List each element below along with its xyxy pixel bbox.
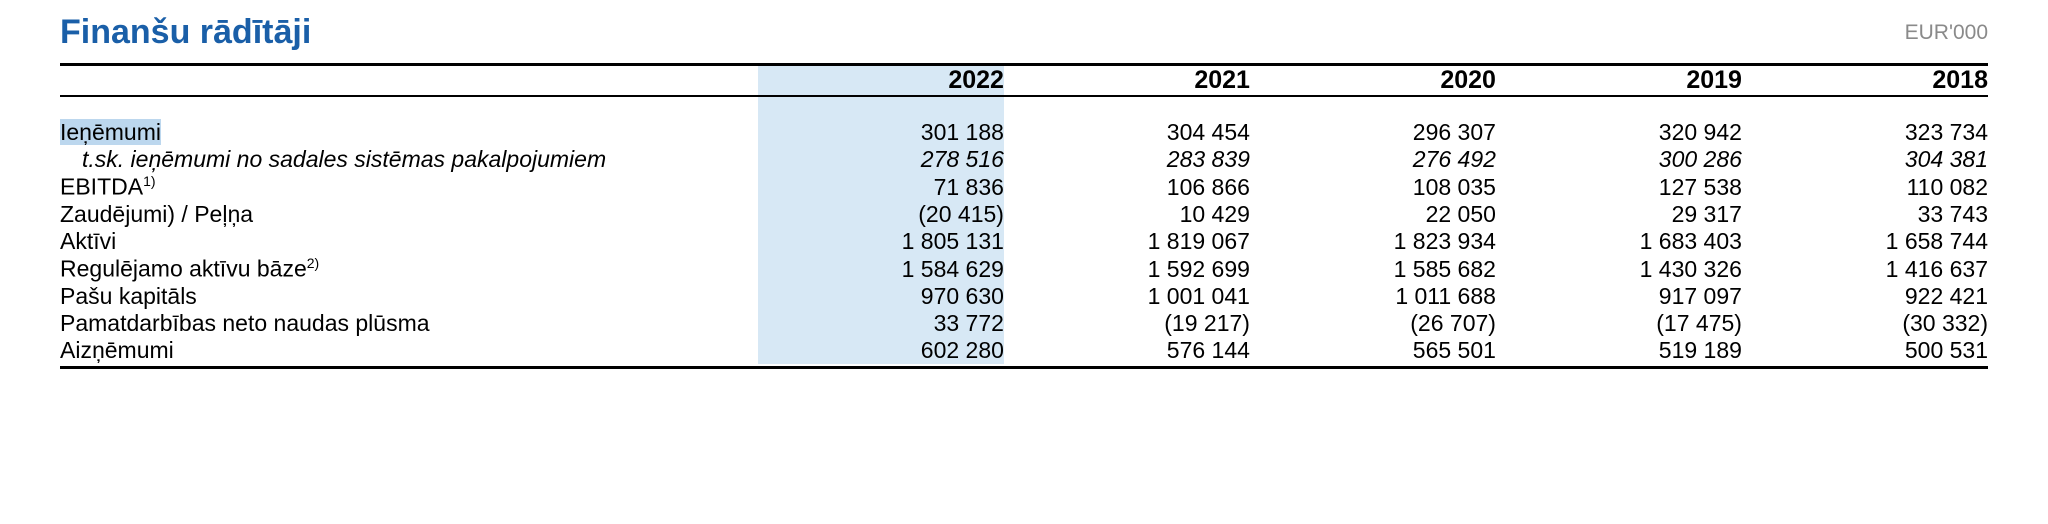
cell-aktivi-2020: 1 823 934 [1393,228,1496,255]
cell-ebitda-2021: 106 866 [1166,174,1250,201]
table-row [60,119,1988,146]
table-row [60,228,1988,255]
cell-sadales-2020: 276 492 [1412,146,1496,173]
row-label-text: Regulējamo aktīvu bāze [60,255,307,282]
row-label-sadales-pakalpojumi: t.sk. ieņēmumi no sadales sistēmas pakalpojumiem [82,146,607,173]
cell-pelna-2018: 33 743 [1917,201,1988,228]
cell-sadales-2022: 278 516 [758,146,1004,173]
cell-kapitals-2019: 917 097 [1658,282,1742,309]
financial-table [60,66,1988,95]
cell-aiznemumi-2022: 602 280 [758,337,1004,364]
cell-aktivi-2021: 1 819 067 [1147,228,1250,255]
cell-ebitda-2020: 108 035 [1412,174,1496,201]
table-row [60,255,1988,283]
cell-ienemumi-2018: 323 734 [1904,119,1988,146]
cell-aiznemumi-2021: 576 144 [1166,336,1250,363]
column-header-2022: 2022 [758,66,1004,95]
table-row [60,310,1988,337]
cell-rab-2019: 1 430 326 [1639,255,1742,282]
financial-table-body [60,97,1988,363]
row-label-ebitda [60,173,758,201]
cell-aiznemumi-2018: 500 531 [1904,336,1988,363]
cell-naudas-plusma-2022: 33 772 [758,310,1004,337]
table-row [60,146,1988,173]
row-label-ienemumi [60,119,758,146]
cell-ienemumi-2020: 296 307 [1412,119,1496,146]
cell-ebitda-2018: 110 082 [1906,174,1988,201]
cell-ienemumi-2019: 320 942 [1658,119,1742,146]
cell-sadales-2021: 283 839 [1166,146,1250,173]
table-spacer-row [60,97,1988,119]
units-label: EUR'000 [1904,21,1988,45]
cell-naudas-plusma-2018: (30 332) [1902,309,1988,336]
column-header-2021: 2021 [1194,66,1250,95]
cell-aiznemumi-2020: 565 501 [1412,336,1496,363]
row-label-aiznemumi: Aizņēmumi [60,336,174,363]
cell-ienemumi-2021: 304 454 [1166,119,1250,146]
cell-naudas-plusma-2021: (19 217) [1164,309,1250,336]
cell-rab-2022: 1 584 629 [758,255,1004,283]
cell-kapitals-2020: 1 011 688 [1395,282,1496,309]
table-header-row [60,66,1988,95]
table-row [60,283,1988,310]
cell-kapitals-2021: 1 001 041 [1147,282,1250,309]
table-row [60,337,1988,364]
row-label-neto-naudas-plusma: Pamatdarbības neto naudas plūsma [60,309,430,336]
column-header-2019: 2019 [1686,66,1742,95]
cell-rab-2021: 1 592 699 [1147,255,1250,282]
selected-text: Ieņēmumi [60,119,161,146]
row-label-regulejamo-aktivu-baze [60,255,758,283]
row-label-pasu-kapitals: Pašu kapitāls [60,282,197,309]
column-header-label [60,66,758,95]
cell-pelna-2021: 10 429 [1179,201,1250,228]
row-label-zaudejumi-pelna: Zaudējumi) / Peļņa [60,201,254,228]
cell-kapitals-2022: 970 630 [758,283,1004,310]
table-row [60,201,1988,228]
row-label-text: EBITDA [60,174,144,201]
cell-kapitals-2018: 922 421 [1904,282,1988,309]
cell-ebitda-2022: 71 836 [758,173,1004,201]
page-title: Finanšu rādītāji [60,13,312,51]
cell-aktivi-2022: 1 805 131 [758,228,1004,255]
cell-rab-2018: 1 416 637 [1885,255,1988,282]
cell-aktivi-2018: 1 658 744 [1885,228,1988,255]
row-label-aktivi: Aktīvi [60,228,117,255]
footnote-marker-1: 1) [143,173,156,190]
cell-sadales-2018: 304 381 [1904,146,1988,173]
cell-ienemumi-2022: 301 188 [758,119,1004,146]
cell-ebitda-2019: 127 538 [1658,174,1742,201]
cell-pelna-2022: (20 415) [758,201,1004,228]
table-head [60,66,1988,95]
page-header [60,0,1988,51]
cell-pelna-2020: 22 050 [1425,201,1496,228]
cell-sadales-2019: 300 286 [1658,146,1742,173]
cell-naudas-plusma-2019: (17 475) [1656,309,1742,336]
column-header-2018: 2018 [1932,66,1988,95]
table-divider-bottom [60,366,1988,369]
cell-aiznemumi-2019: 519 189 [1658,336,1742,363]
footnote-marker-2: 2) [306,255,320,272]
cell-naudas-plusma-2020: (26 707) [1410,309,1496,336]
column-header-2020: 2020 [1440,66,1496,95]
cell-aktivi-2019: 1 683 403 [1639,228,1742,255]
table-row [60,173,1988,201]
cell-rab-2020: 1 585 682 [1393,255,1496,282]
cell-pelna-2019: 29 317 [1671,201,1742,228]
